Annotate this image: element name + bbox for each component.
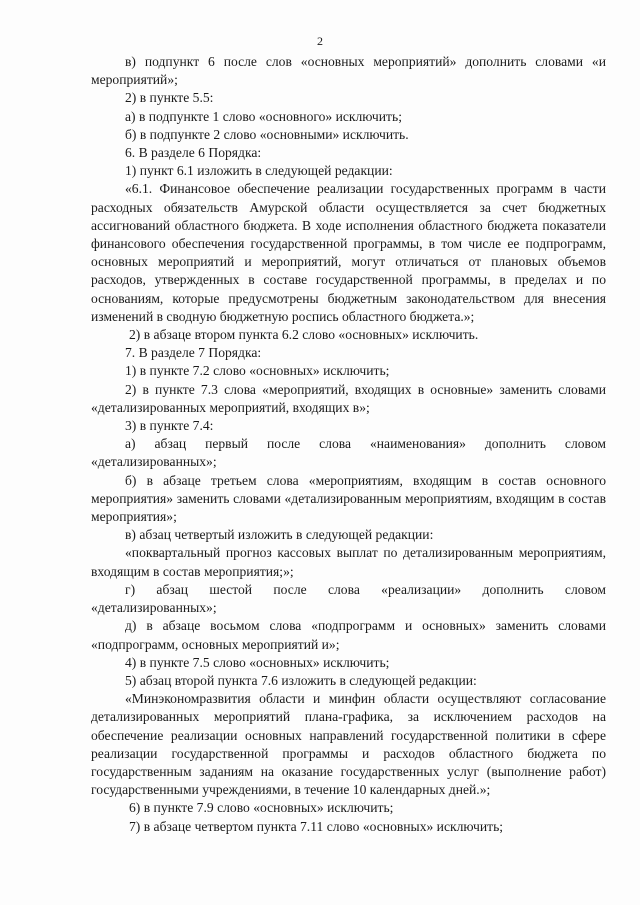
paragraph: 7) в абзаце четвертом пункта 7.11 слово «основных» исключить; — [129, 818, 504, 834]
paragraph: 7. В разделе 7 Порядка: — [125, 345, 262, 361]
document-body — [91, 53, 606, 836]
paragraph: 6. В разделе 6 Порядка: — [125, 145, 262, 161]
paragraph: б) в абзаце третьем слова «мероприятиям, входящим в состав основного мероприятия» заменить словами «детализированным мероприятиям, входящим в состав мероприятия»; — [91, 472, 606, 525]
paragraph: г) абзац шестой после слова «реализации» дополнить словом «детализированных»; — [91, 581, 606, 616]
paragraph: 2) в абзаце втором пункта 6.2 слово «основных» исключить. — [129, 327, 479, 343]
paragraph: «Минэкономразвития области и минфин области осуществляют согласование детализированных мероприятий плана-графика, за исключением расходов на обеспечение реализации основных направлений государственной политики в сфере реализации государственной программы и расходов областного бюджета по государственным заданиям на оказание государственных услуг (выполнение работ) государственными учреждениями, в течение 10 календарных дней.»; — [91, 691, 606, 798]
paragraph: «6.1. Финансовое обеспечение реализации государственных программ в части расходных обязательств Амурской области осуществляется за счет бюджетных ассигнований областного бюджета. В ходе исполнения областного бюджета показатели финансового обеспечения государственной программы, в том числе ее подпрограмм, основных мероприятий и мероприятий, могут отличаться от плановых объемов расходов, утвержденных в составе государственной программы, в пределах и по основаниям, которые предусмотрены бюджетным законодательством для внесения изменений в сводную бюджетную роспись областного бюджета.»; — [91, 181, 606, 324]
page-number: 2 — [317, 34, 323, 48]
paragraph: 6) в пункте 7.9 слово «основных» исключить; — [129, 800, 394, 816]
paragraph: д) в абзаце восьмом слова «подпрограмм и основных» заменить словами «подпрограмм, основных мероприятий и»; — [91, 618, 606, 652]
paragraph: в) абзац четвертый изложить в следующей редакции: — [125, 527, 434, 543]
paragraph: «поквартальный прогноз кассовых выплат по детализированным мероприятиям, входящим в состав мероприятия;»; — [91, 545, 606, 579]
paragraph: а) в подпункте 1 слово «основного» исключить; — [125, 108, 402, 124]
paragraph: 1) в пункте 7.2 слово «основных» исключить; — [125, 363, 390, 379]
paragraph: 2) в пункте 5.5: — [125, 90, 214, 106]
paragraph: 2) в пункте 7.3 слова «мероприятий, входящих в основные» заменить словами «детализированных мероприятий, входящих в»; — [91, 381, 606, 415]
paragraph: 5) абзац второй пункта 7.6 изложить в следующей редакции: — [125, 672, 477, 688]
paragraph: а) абзац первый после слова «наименования» дополнить словом «детализированных»; — [91, 436, 606, 470]
paragraph: в) подпункт 6 после слов «основных мероприятий» дополнить словами «и мероприятий»; — [91, 54, 606, 88]
paragraph: б) в подпункте 2 слово «основными» исключить. — [125, 126, 409, 142]
paragraph: 1) пункт 6.1 изложить в следующей редакции: — [125, 163, 393, 179]
paragraph: 3) в пункте 7.4: — [125, 418, 214, 434]
paragraph: 4) в пункте 7.5 слово «основных» исключить; — [125, 654, 390, 670]
